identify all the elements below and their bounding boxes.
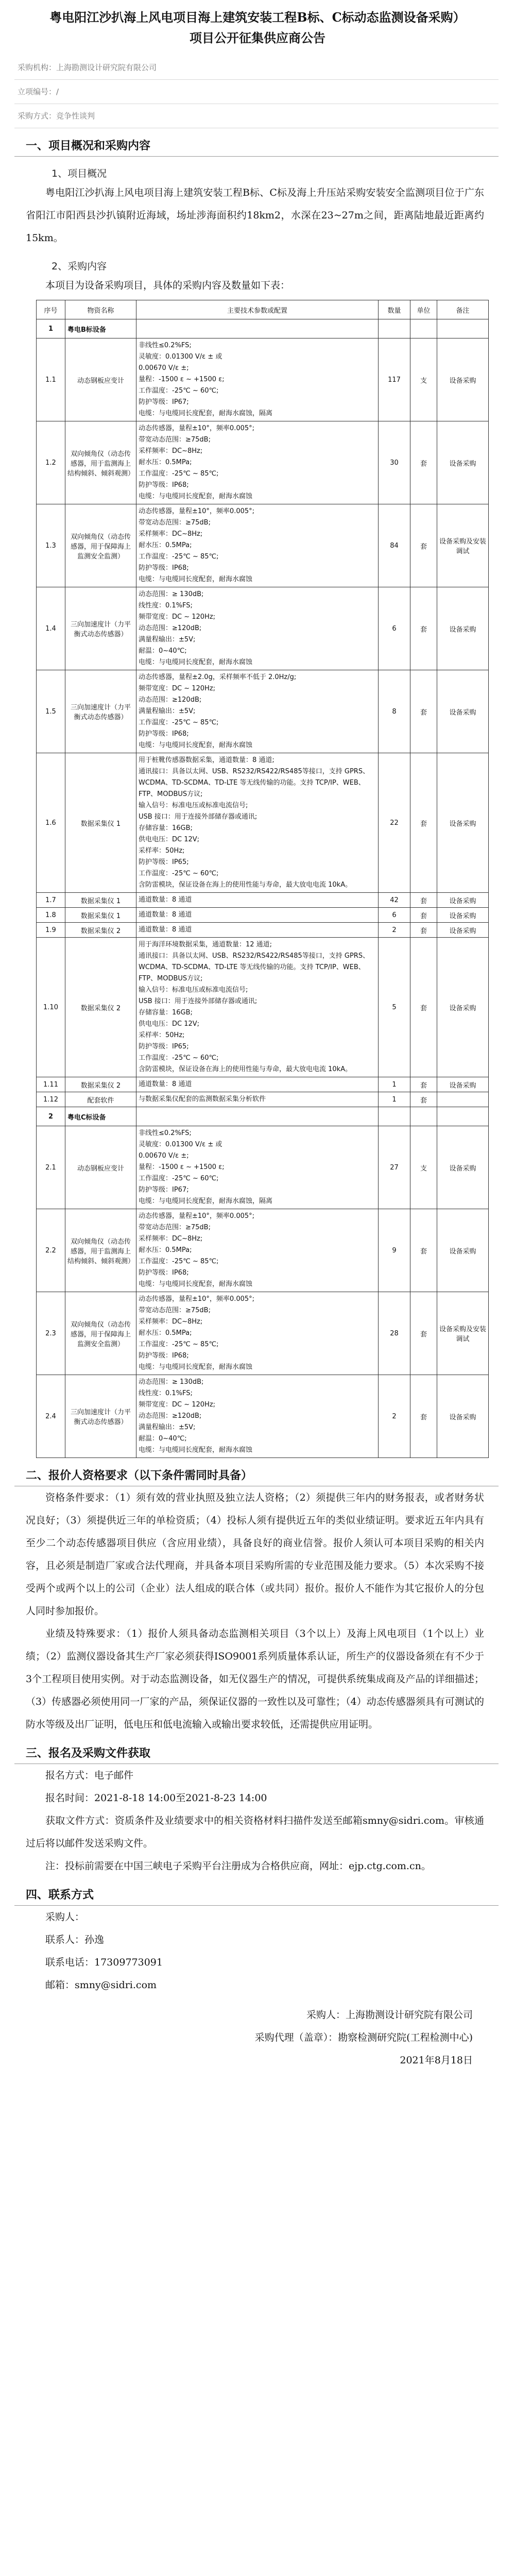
spec-line: 输入信号：标准电压或标准电流信号; <box>139 986 248 994</box>
cell-note: 设备采购 <box>437 1209 489 1292</box>
meta-value: 竞争性谈判 <box>56 111 95 121</box>
cell-spec <box>136 587 379 670</box>
paragraph: 报名时间：2021-8-18 14:00至2021-8-23 14:00 <box>45 1792 267 1804</box>
cell-no: 1.1 <box>37 338 65 421</box>
document-title: 粤电阳江沙扒海上风电项目海上建筑安装工程B标、C标动态监测设备采购）项目公开征集供应商公告 <box>49 10 466 45</box>
spec-line: 0.00670 V/ε ±; <box>139 364 189 372</box>
cell-note: 设备采购 <box>437 938 489 1077</box>
spec-line: 满量程输出：±5V; <box>139 1423 196 1431</box>
cell-name: 数据采集仪 2 <box>65 1077 136 1092</box>
spec-line: 带宽动态范围：≥75dB; <box>139 1307 211 1314</box>
spec-line: 非线性≤0.2%FS; <box>139 342 192 349</box>
cell-no: 1.8 <box>37 908 65 923</box>
cell-unit: 支 <box>410 338 437 421</box>
cell-name: 双向倾角仪（动态传感器，用于监测海上结构倾斜、倾斜观测） <box>65 421 136 504</box>
cell-no: 1.9 <box>37 923 65 938</box>
table-row <box>37 1209 489 1292</box>
cell-empty <box>379 319 410 338</box>
spec-line: 耐水压：0.5MPa; <box>139 1246 192 1254</box>
spec-line: 电缆：与电缆同长度配套，耐海水腐蚀，隔离 <box>139 410 273 417</box>
spec-line: 工作温度：-25℃ ~ 85℃; <box>139 1341 219 1348</box>
spec-line: 工作温度：-25℃ ~ 60℃; <box>139 387 219 395</box>
spec-line: 带宽动态范围：≥75dB; <box>139 519 211 527</box>
meta-value: / <box>56 87 59 96</box>
spec-line: 电缆：与电缆同长度配套，耐海水腐蚀 <box>139 658 253 666</box>
spec-line: 耐水压：0.5MPa; <box>139 541 192 549</box>
section-heading: 一、项目概况和采购内容 <box>26 140 151 152</box>
spec-line: 动态范围：≥ 130dB; <box>139 590 204 598</box>
cell-note: 设备采购 <box>437 338 489 421</box>
cell-spec <box>136 421 379 504</box>
table-row <box>37 1092 489 1107</box>
spec-line: 电缆：与电缆同长度配套，耐海水腐蚀 <box>139 741 253 749</box>
paragraph: 报名方式：电子邮件 <box>45 1770 134 1781</box>
spec-line: 含防雷模块，保证设备在海上的使用性能与寿命，最大放电电流 10kA。 <box>139 881 352 889</box>
spec-line: 采样率：50Hz; <box>139 847 185 855</box>
paragraph: 获取文件方式：资质条件及业绩要求中的相关资格材料扫描件发送至邮箱smny@sidri.com。审核通过后将以邮件发送采购文件。 <box>26 1815 484 1849</box>
cell-unit: 套 <box>410 753 437 893</box>
paragraph: 注：投标前需要在中国三峡电子采购平台注册成为合格供应商，网址：ejp.ctg.com.cn。 <box>45 1860 431 1872</box>
cell-name: 三向加速度计（力平衡式动态传感器） <box>65 587 136 670</box>
spec-line: 频带宽度：DC ~ 120Hz; <box>139 613 216 621</box>
meta-info <box>14 56 499 128</box>
spec-line: 动态范围：≥120dB; <box>139 696 202 704</box>
spec-line: 防护等级：IP68; <box>139 730 189 738</box>
cell-qty: 22 <box>379 753 410 893</box>
cell-no: 1.11 <box>37 1077 65 1092</box>
cell-qty: 9 <box>379 1209 410 1292</box>
spec-line: 动态范围：≥ 130dB; <box>139 1378 204 1386</box>
spec-line: 防护等级：IP68; <box>139 564 189 572</box>
cell-empty <box>136 319 379 338</box>
cell-note: 设备采购 <box>437 587 489 670</box>
cell-spec <box>136 1077 379 1092</box>
cell-note: 设备采购 <box>437 421 489 504</box>
spec-line: 带宽动态范围：≥75dB; <box>139 1224 211 1231</box>
paragraph: 本项目为设备采购项目，具体的采购内容及数量如下表： <box>45 280 290 291</box>
cell-no: 2.2 <box>37 1209 65 1292</box>
cell-unit: 套 <box>410 938 437 1077</box>
table-row <box>37 1126 489 1209</box>
spec-line: 满量程输出：±5V; <box>139 707 196 715</box>
cell-no: 1.2 <box>37 421 65 504</box>
table-row <box>37 938 489 1077</box>
table-row <box>37 587 489 670</box>
cell-no: 2.1 <box>37 1126 65 1209</box>
paragraph: 联系人：孙逸 <box>45 1934 105 1945</box>
cell-qty: 1 <box>379 1092 410 1107</box>
cell-unit: 套 <box>410 670 437 753</box>
cell-qty: 27 <box>379 1126 410 1209</box>
cell-qty: 6 <box>379 587 410 670</box>
cell-unit: 套 <box>410 1092 437 1107</box>
cell-unit: 套 <box>410 908 437 923</box>
spec-line: 用于海洋环境数据采集，通道数量：12 通道; <box>139 941 272 948</box>
spec-line: 线性度：0.1%FS; <box>139 1389 193 1397</box>
spec-line: 带宽动态范围：≥75dB; <box>139 436 211 444</box>
spec-line: 通讯接口：具备以太网、USB、RS232/RS422/RS485等接口，支持 GPRS、WCDMA、TD-SCDMA、TD-LTE 等无线传输的功能。支持 TCP/IP、WEB、FTP、MODBUS方议; <box>139 768 370 798</box>
spec-line: 灵敏度：0.01300 V/ε ± 或 <box>139 353 222 361</box>
cell-spec <box>136 893 379 908</box>
cell-no: 1.6 <box>37 753 65 893</box>
cell-note: 设备采购及安装调试 <box>437 504 489 587</box>
cell-qty: 1 <box>379 1077 410 1092</box>
paragraph: 业绩及特殊要求：（1）报价人须具备动态监测相关项目（3个以上）及海上风电项目（1个以上）业绩；（2）监测仪器设备其生产厂家必须获得ISO9001系列质量体系认证，所生产的仪器设备须在有不少于3个工程项目使用实例。对于动态监测设备，如无仪器生产的情况，可提供系统集成商及产品的详细描述；（3）传感器必须使用同一厂家的产品，须保证仪器的一致性以及可靠性；（4）动态传感器须具有可测试的防水等级及出厂证明，低电压和低电流输入或输出要求较低，还需提供应用证明。 <box>26 1628 484 1730</box>
cell-no: 1.7 <box>37 893 65 908</box>
cell-name: 双向倾角仪（动态传感器，用于保障海上监测安全监测） <box>65 504 136 587</box>
signature-purchaser: 采购人：上海勘测设计研究院有限公司 <box>306 2009 473 2021</box>
spec-line: 频带宽度：DC ~ 120Hz; <box>139 1401 216 1409</box>
cell-qty: 28 <box>379 1292 410 1375</box>
procurement-table <box>36 300 489 1458</box>
subsection-heading: 1、项目概况 <box>52 168 107 179</box>
cell-name: 数据采集仪 1 <box>65 893 136 908</box>
table-row <box>37 1292 489 1375</box>
spec-line: 工作温度：-25℃ ~ 60℃; <box>139 1054 219 1062</box>
spec-line: USB 接口：用于连接外部储存器或通讯; <box>139 997 258 1005</box>
spec-line: 电缆：与电缆同长度配套，耐海水腐蚀 <box>139 1363 253 1371</box>
spec-line: 动态范围：≥120dB; <box>139 1412 202 1420</box>
cell-empty <box>410 319 437 338</box>
cell-qty: 117 <box>379 338 410 421</box>
cell-qty: 30 <box>379 421 410 504</box>
spec-line: 防护等级：IP67; <box>139 398 189 406</box>
spec-line: 工作温度：-25℃ ~ 85℃; <box>139 470 219 478</box>
spec-line: 量程：-1500 ε ~ +1500 ε; <box>139 376 225 383</box>
table-row <box>37 1077 489 1092</box>
spec-line: 存储容量：16GB; <box>139 1009 193 1016</box>
spec-line: 工作温度：-25℃ ~ 85℃; <box>139 719 219 726</box>
table-row <box>37 753 489 893</box>
spec-line: 通道数量：8 通道 <box>139 896 192 904</box>
cell-spec <box>136 908 379 923</box>
cell-qty: 6 <box>379 908 410 923</box>
column-header: 数量 <box>379 300 410 319</box>
spec-line: 工作温度：-25℃ ~ 60℃; <box>139 1175 219 1182</box>
column-header: 主要技术参数或配置 <box>136 300 379 319</box>
cell-unit: 套 <box>410 1209 437 1292</box>
spec-line: 0.00670 V/ε ±; <box>139 1152 189 1160</box>
cell-note: 设备采购 <box>437 908 489 923</box>
cell-name: 数据采集仪 1 <box>65 753 136 893</box>
table-row <box>37 421 489 504</box>
table-row <box>37 338 489 421</box>
cell-name: 数据采集仪 2 <box>65 938 136 1077</box>
spec-line: 含防雷模块，保证设备在海上的使用性能与寿命，最大放电电流 10kA。 <box>139 1065 352 1073</box>
spec-line: 采样率：50Hz; <box>139 1031 185 1039</box>
cell-empty <box>437 1107 489 1126</box>
cell-name: 双向倾角仪（动态传感器，用于保障海上监测安全监测） <box>65 1292 136 1375</box>
cell-name: 配套软件 <box>65 1092 136 1107</box>
cell-note: 设备采购 <box>437 893 489 908</box>
subsection-heading: 2、采购内容 <box>52 261 107 272</box>
divider <box>14 156 499 157</box>
cell-name: 动态钢板应变计 <box>65 338 136 421</box>
meta-label: 立项编号： <box>18 87 57 96</box>
spec-line: 灵敏度：0.01300 V/ε ± 或 <box>139 1141 222 1148</box>
spec-line: 量程：-1500 ε ~ +1500 ε; <box>139 1163 225 1171</box>
cell-empty <box>136 1107 379 1126</box>
table-group-row <box>37 1107 489 1126</box>
paragraph: 采购人： <box>45 1911 85 1923</box>
meta-value: 上海勘测设计研究院有限公司 <box>56 63 157 72</box>
meta-label: 采购机构： <box>18 63 57 72</box>
cell-name: 双向倾角仪（动态传感器，用于监测海上结构倾斜、倾斜观测） <box>65 1209 136 1292</box>
spec-line: 耐温：0~40℃; <box>139 1435 187 1443</box>
spec-line: 工作温度：-25℃ ~ 85℃; <box>139 553 219 561</box>
meta-label: 采购方式： <box>18 111 57 121</box>
spec-line: 耐水压：0.5MPa; <box>139 1329 192 1337</box>
spec-line: 防护等级：IP68; <box>139 481 189 489</box>
cell-unit: 支 <box>410 1126 437 1209</box>
spec-line: 采样频率：DC~8Hz; <box>139 1235 203 1243</box>
cell-spec <box>136 753 379 893</box>
spec-line: 动态传感器，量程±10°，频率0.005°; <box>139 507 255 515</box>
cell-unit: 套 <box>410 1292 437 1375</box>
cell-name: 数据采集仪 2 <box>65 923 136 938</box>
spec-line: 电缆：与电缆同长度配套，耐海水腐蚀，隔离 <box>139 1197 273 1205</box>
cell-no: 1.3 <box>37 504 65 587</box>
section-heading: 二、报价人资格要求（以下条件需同时具备） <box>26 1469 253 1482</box>
column-header: 备注 <box>437 300 489 319</box>
spec-line: 动态传感器，量程±10°，频率0.005°; <box>139 425 255 432</box>
table-row <box>37 1375 489 1458</box>
spec-line: 非线性≤0.2%FS; <box>139 1129 192 1137</box>
cell-empty <box>410 1107 437 1126</box>
spec-line: 动态传感器，量程±2.0g，采样频率不低于 2.0Hz/g; <box>139 673 297 681</box>
spec-line: 耐水压：0.5MPa; <box>139 459 192 466</box>
column-header: 序号 <box>37 300 65 319</box>
spec-line: 存储容量：16GB; <box>139 824 193 832</box>
cell-spec <box>136 338 379 421</box>
table-row <box>37 670 489 753</box>
spec-line: 用于桩靴传感器数据采集，通道数量：8 通道; <box>139 756 274 764</box>
cell-unit: 套 <box>410 1077 437 1092</box>
spec-line: 采样频率：DC~8Hz; <box>139 530 203 538</box>
meta-row <box>14 80 499 104</box>
spec-line: 电缆：与电缆同长度配套，耐海水腐蚀 <box>139 575 253 583</box>
spec-line: 电缆：与电缆同长度配套，耐海水腐蚀 <box>139 1446 253 1454</box>
cell-qty: 8 <box>379 670 410 753</box>
paragraph: 联系电话：17309773091 <box>45 1957 163 1968</box>
table-group-row <box>37 319 489 338</box>
cell-no: 1 <box>37 319 65 338</box>
spec-line: 动态传感器，量程±10°，频率0.005°; <box>139 1212 255 1220</box>
spec-line: 频带宽度：DC ~ 120Hz; <box>139 685 216 692</box>
cell-empty <box>379 1107 410 1126</box>
cell-name: 三向加速度计（力平衡式动态传感器） <box>65 670 136 753</box>
cell-unit: 套 <box>410 1375 437 1458</box>
spec-line: 与数据采集仪配套的监测数据采集分析软件 <box>139 1095 266 1103</box>
cell-name: 动态钢板应变计 <box>65 1126 136 1209</box>
cell-no: 1.5 <box>37 670 65 753</box>
cell-spec <box>136 1375 379 1458</box>
cell-note: 设备采购 <box>437 1375 489 1458</box>
cell-group-name: 粤电C标设备 <box>65 1107 136 1126</box>
cell-spec <box>136 938 379 1077</box>
cell-note: 设备采购 <box>437 1126 489 1209</box>
cell-qty: 42 <box>379 893 410 908</box>
cell-note <box>437 1092 489 1107</box>
spec-line: 通道数量：8 通道 <box>139 926 192 934</box>
cell-no: 1.4 <box>37 587 65 670</box>
cell-group-name: 粤电B标设备 <box>65 319 136 338</box>
table-row <box>37 893 489 908</box>
spec-line: 电缆：与电缆同长度配套，耐海水腐蚀 <box>139 493 253 500</box>
spec-line: 耐温：0~40℃; <box>139 647 187 655</box>
cell-unit: 套 <box>410 504 437 587</box>
spec-line: 采样频率：DC~8Hz; <box>139 447 203 455</box>
cell-spec <box>136 1126 379 1209</box>
paragraph: 资格条件要求：（1）须有效的营业执照及独立法人资格；（2）须提供三年内的财务报表，或者财务状况良好；（3）须提供近三年的单检资质；（4）投标人须有提供近五年的类似业绩证明。要求近五年内具有至少二个动态传感器项目供应（含应用业绩），具备良好的商业信誉。报价人须认可本项目采购的相关内容，且必须是制造厂家或合法代理商，并具备本项目采购所需的专业范围及能力要求。（5）本次采购不接受两个或两个以上的公司（企业）法人组成的联合体（或共同）报价。报价人不能作为其它报价人的分包人同时参加报价。 <box>26 1492 484 1617</box>
cell-unit: 套 <box>410 893 437 908</box>
signature-agency: 采购代理（盖章）：勘察检测研究院(工程检测中心) <box>254 2032 473 2043</box>
paragraph: 邮箱：smny@sidri.com <box>45 1979 157 1991</box>
cell-unit: 套 <box>410 587 437 670</box>
spec-line: 供电电压：DC 12V; <box>139 836 200 843</box>
cell-no: 2.4 <box>37 1375 65 1458</box>
cell-empty <box>437 319 489 338</box>
spec-line: 动态传感器，量程±10°，频率0.005°; <box>139 1295 255 1303</box>
cell-unit: 套 <box>410 421 437 504</box>
spec-line: USB 接口：用于连接外部储存器或通讯; <box>139 813 258 821</box>
cell-name: 三向加速度计（力平衡式动态传感器） <box>65 1375 136 1458</box>
column-header: 物资名称 <box>65 300 136 319</box>
spec-line: 供电电压：DC 12V; <box>139 1020 200 1028</box>
cell-unit: 套 <box>410 923 437 938</box>
table-row <box>37 923 489 938</box>
spec-line: 工作温度：-25℃ ~ 85℃; <box>139 1258 219 1265</box>
cell-qty: 5 <box>379 938 410 1077</box>
cell-note: 设备采购 <box>437 923 489 938</box>
table-row <box>37 504 489 587</box>
spec-line: 防护等级：IP68; <box>139 1352 189 1360</box>
spec-line: 通道数量：8 通道 <box>139 911 192 919</box>
cell-spec <box>136 504 379 587</box>
cell-qty: 2 <box>379 1375 410 1458</box>
signature-date: 2021年8月18日 <box>400 2055 473 2066</box>
spec-line: 防护等级：IP65; <box>139 1043 189 1050</box>
table-body <box>37 319 489 1458</box>
spec-line: 满量程输出：±5V; <box>139 636 196 643</box>
cell-spec <box>136 670 379 753</box>
cell-no: 2.3 <box>37 1292 65 1375</box>
spec-line: 线性度：0.1%FS; <box>139 602 193 609</box>
spec-line: 工作温度：-25℃ ~ 60℃; <box>139 870 219 877</box>
cell-qty: 84 <box>379 504 410 587</box>
cell-spec <box>136 1292 379 1375</box>
cell-no: 1.10 <box>37 938 65 1077</box>
spec-line: 通讯接口：具备以太网、USB、RS232/RS422/RS485等接口，支持 GPRS、WCDMA、TD-SCDMA、TD-LTE 等无线传输的功能。支持 TCP/IP、WEB、FTP、MODBUS方议; <box>139 952 370 982</box>
cell-qty: 2 <box>379 923 410 938</box>
cell-note: 设备采购 <box>437 753 489 893</box>
cell-note: 设备采购及安装调试 <box>437 1292 489 1375</box>
cell-no: 1.12 <box>37 1092 65 1107</box>
cell-spec <box>136 1209 379 1292</box>
paragraph: 粤电阳江沙扒海上风电项目海上建筑安装工程B标、C标及海上升压站采购安装安全监测项目位于广东省阳江市阳西县沙扒镇附近海域，场址涉海面积约18km2，水深在23~27m之间，距离陆地最近距离约15km。 <box>26 187 484 244</box>
section-heading: 四、联系方式 <box>26 1889 94 1902</box>
section-heading: 三、报名及采购文件获取 <box>26 1747 151 1760</box>
cell-spec <box>136 923 379 938</box>
table-row <box>37 908 489 923</box>
spec-line: 防护等级：IP67; <box>139 1186 189 1194</box>
cell-spec <box>136 1092 379 1107</box>
meta-row <box>14 104 499 128</box>
cell-name: 数据采集仪 1 <box>65 908 136 923</box>
spec-line: 电缆：与电缆同长度配套，耐海水腐蚀 <box>139 1280 253 1288</box>
cell-note: 设备采购 <box>437 1077 489 1092</box>
spec-line: 输入信号：标准电压或标准电流信号; <box>139 802 248 809</box>
spec-line: 采样频率：DC~8Hz; <box>139 1318 203 1326</box>
spec-line: 通道数量：8 通道 <box>139 1080 192 1088</box>
meta-row <box>14 56 499 80</box>
column-header: 单位 <box>410 300 437 319</box>
spec-line: 防护等级：IP68; <box>139 1269 189 1277</box>
spec-line: 动态范围：≥120dB; <box>139 624 202 632</box>
table-header-row <box>37 300 489 319</box>
spec-line: 防护等级：IP65; <box>139 858 189 866</box>
cell-no: 2 <box>37 1107 65 1126</box>
cell-note: 设备采购 <box>437 670 489 753</box>
